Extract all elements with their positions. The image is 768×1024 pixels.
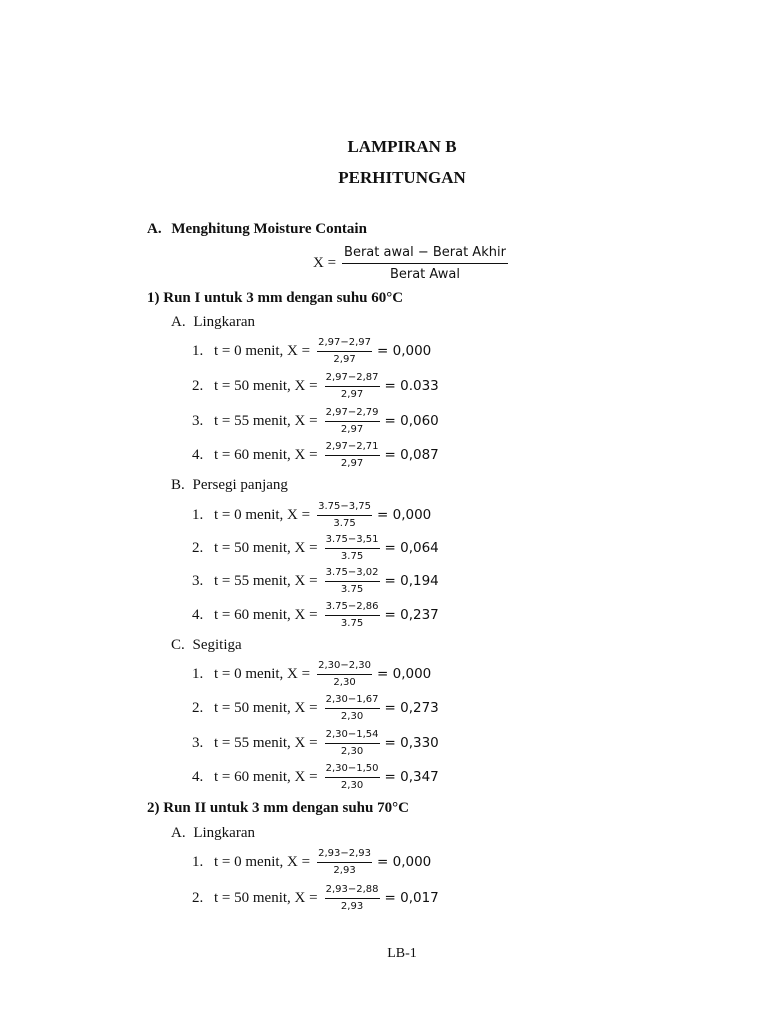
group-name: Segitiga	[192, 637, 242, 653]
time-condition: t = 55 menit, X =	[214, 572, 318, 589]
formula-lhs: X =	[313, 255, 337, 271]
time-condition: t = 0 menit, X =	[214, 665, 311, 682]
fraction	[325, 534, 380, 563]
fraction	[325, 372, 380, 401]
result-value: = 0,064	[384, 540, 439, 556]
fraction-numerator: 2,93−2,93	[317, 848, 372, 863]
fraction	[317, 501, 372, 530]
calculation-row	[192, 368, 439, 404]
run1-group-a-heading	[171, 314, 255, 331]
time-condition: t = 0 menit, X =	[214, 506, 311, 523]
fraction-numerator: 2,30−1,54	[325, 729, 380, 744]
calculation-row	[192, 597, 439, 633]
fraction-denominator: 3.75	[340, 617, 364, 629]
result-value: = 0,060	[384, 413, 439, 429]
section-a-heading	[147, 221, 367, 238]
fraction-numerator: 2,30−2,30	[317, 660, 372, 675]
result-value: = 0,237	[384, 607, 439, 623]
fraction	[325, 729, 380, 758]
result-value: = 0,087	[384, 447, 439, 463]
result-value: = 0,194	[384, 573, 439, 589]
fraction-numerator: 2,97−2,97	[317, 337, 372, 352]
row-number: 1.	[192, 853, 204, 870]
fraction-denominator: 3.75	[340, 583, 364, 595]
result-value: = 0,000	[377, 666, 432, 682]
time-condition: t = 0 menit, X =	[214, 342, 311, 359]
row-number: 3.	[192, 412, 204, 429]
result-value: = 0,347	[384, 769, 439, 785]
page-title: LAMPIRAN B	[347, 137, 457, 156]
result-value: = 0,273	[384, 700, 439, 716]
calculation-row	[192, 530, 439, 566]
section-a-label: A.	[147, 221, 162, 237]
fraction-denominator: 3.75	[333, 517, 356, 529]
calculation-row	[192, 403, 439, 439]
fraction-numerator: 3.75−3,02	[325, 567, 380, 582]
fraction-numerator: 2,97−2,87	[325, 372, 380, 387]
calculation-row	[192, 690, 439, 726]
time-condition: t = 0 menit, X =	[214, 853, 311, 870]
result-value: = 0,000	[377, 854, 432, 870]
fraction-denominator: 3.75	[340, 550, 364, 562]
calculation-row	[192, 563, 439, 599]
fraction	[325, 407, 380, 436]
row-number: 4.	[192, 606, 204, 623]
row-number: 2.	[192, 377, 204, 394]
time-condition: t = 60 menit, X =	[214, 446, 318, 463]
fraction-numerator: 2,30−1,50	[325, 763, 380, 778]
group-name: Persegi panjang	[192, 477, 288, 493]
fraction	[317, 660, 372, 689]
row-number: 3.	[192, 734, 204, 751]
row-number: 1.	[192, 342, 204, 359]
fraction	[325, 694, 380, 723]
run2-heading: 2) Run II untuk 3 mm dengan suhu 70°C	[147, 800, 409, 816]
group-label: C.	[171, 637, 185, 653]
fraction	[317, 337, 372, 366]
fraction-numerator: 3.75−2,86	[325, 601, 380, 616]
time-condition: t = 50 menit, X =	[214, 699, 318, 716]
calculation-row	[192, 759, 439, 795]
run1-group-b-heading	[171, 477, 288, 494]
fraction-denominator: 2,97	[340, 457, 364, 469]
fraction-numerator: 2,30−1,67	[325, 694, 380, 709]
fraction	[325, 441, 380, 470]
fraction	[325, 601, 380, 630]
fraction-denominator: 2,97	[333, 353, 356, 365]
fraction-denominator: 2,30	[333, 676, 356, 688]
page-subtitle: PERHITUNGAN	[338, 168, 466, 187]
run1-heading: 1) Run I untuk 3 mm dengan suhu 60°C	[147, 290, 404, 306]
fraction	[325, 884, 380, 913]
group-label: A.	[171, 825, 186, 841]
section-a-title: Menghitung Moisture Contain	[171, 221, 367, 237]
calculation-row	[192, 437, 439, 473]
group-name: Lingkaran	[193, 825, 255, 841]
fraction-denominator: 2,30	[340, 745, 364, 757]
row-number: 3.	[192, 572, 204, 589]
fraction-denominator: 2,93	[333, 864, 356, 876]
fraction-numerator: 3.75−3,51	[325, 534, 380, 549]
run2-group-a-heading	[171, 825, 255, 842]
row-number: 1.	[192, 506, 204, 523]
row-number: 4.	[192, 446, 204, 463]
fraction-denominator: 2,30	[340, 710, 364, 722]
time-condition: t = 55 menit, X =	[214, 412, 318, 429]
group-name: Lingkaran	[193, 314, 255, 330]
row-number: 2.	[192, 889, 204, 906]
fraction-numerator: 2,93−2,88	[325, 884, 380, 899]
formula-fraction	[342, 244, 508, 283]
formula-numerator: Berat awal − Berat Akhir	[342, 244, 508, 264]
time-condition: t = 50 menit, X =	[214, 377, 318, 394]
fraction-denominator: 2,97	[340, 423, 364, 435]
group-label: A.	[171, 314, 186, 330]
fraction-numerator: 3.75−3,75	[317, 501, 372, 516]
fraction-numerator: 2,97−2,79	[325, 407, 380, 422]
time-condition: t = 60 menit, X =	[214, 768, 318, 785]
result-value: = 0,017	[384, 890, 439, 906]
time-condition: t = 50 menit, X =	[214, 539, 318, 556]
calculation-row	[192, 844, 431, 880]
row-number: 4.	[192, 768, 204, 785]
row-number: 2.	[192, 539, 204, 556]
result-value: = 0.033	[384, 378, 439, 394]
formula-denominator: Berat Awal	[389, 267, 460, 282]
calculation-row	[192, 725, 439, 761]
row-number: 2.	[192, 699, 204, 716]
fraction-denominator: 2,30	[340, 779, 364, 791]
calculation-row	[192, 656, 431, 692]
fraction-denominator: 2,93	[340, 900, 364, 912]
run1-group-c-heading	[171, 637, 242, 654]
time-condition: t = 50 menit, X =	[214, 889, 318, 906]
fraction-denominator: 2,97	[340, 388, 364, 400]
row-number: 1.	[192, 665, 204, 682]
fraction	[325, 567, 380, 596]
page-number: LB-1	[387, 946, 417, 961]
fraction-numerator: 2,97−2,71	[325, 441, 380, 456]
result-value: = 0,330	[384, 735, 439, 751]
time-condition: t = 55 menit, X =	[214, 734, 318, 751]
fraction	[317, 848, 372, 877]
result-value: = 0,000	[377, 343, 432, 359]
time-condition: t = 60 menit, X =	[214, 606, 318, 623]
result-value: = 0,000	[377, 507, 432, 523]
calculation-row	[192, 497, 431, 533]
moisture-formula	[313, 244, 508, 283]
calculation-row	[192, 333, 431, 369]
fraction	[325, 763, 380, 792]
group-label: B.	[171, 477, 185, 493]
calculation-row	[192, 880, 439, 916]
